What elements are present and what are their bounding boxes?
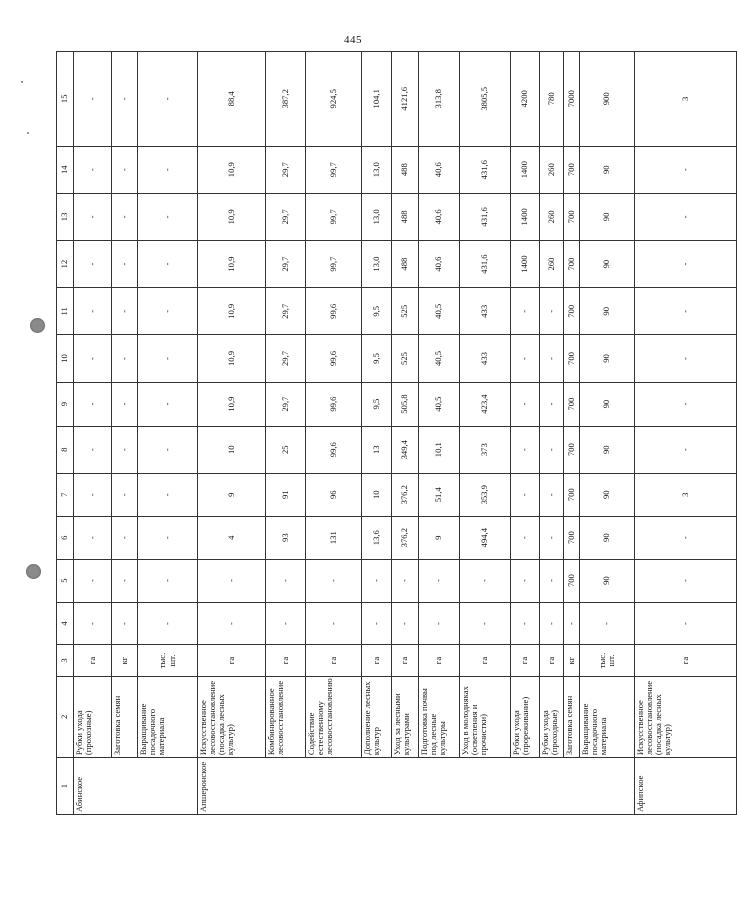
year-value: - bbox=[138, 288, 198, 335]
year-value: - bbox=[580, 602, 635, 645]
table-row bbox=[74, 52, 112, 815]
year-value: - bbox=[540, 516, 564, 559]
year-value: - bbox=[112, 382, 138, 426]
total-value: 88,4 bbox=[198, 52, 266, 147]
year-value: - bbox=[112, 335, 138, 382]
year-value: 13,0 bbox=[362, 146, 392, 193]
year-value: - bbox=[112, 602, 138, 645]
header-row bbox=[57, 52, 74, 815]
total-value: - bbox=[112, 52, 138, 147]
total-value: 104,1 bbox=[362, 52, 392, 147]
year-value: 3 bbox=[635, 473, 737, 516]
year-value: - bbox=[540, 288, 564, 335]
work-type: Искусственное лесовосстановление (посадка лесных культур) bbox=[198, 676, 266, 758]
work-type: Выращивание посадочного материала bbox=[138, 676, 198, 758]
unit-of-measure: га bbox=[511, 645, 540, 676]
year-value: 90 bbox=[580, 146, 635, 193]
total-value: 924,5 bbox=[306, 52, 362, 147]
year-value: - bbox=[112, 240, 138, 287]
year-value: - bbox=[511, 473, 540, 516]
table-row bbox=[306, 52, 362, 815]
year-value: 90 bbox=[580, 426, 635, 473]
column-number-header: 5 bbox=[57, 559, 74, 602]
year-value: - bbox=[635, 335, 737, 382]
column-number-header: 12 bbox=[57, 240, 74, 287]
year-value: - bbox=[511, 382, 540, 426]
year-value: - bbox=[112, 146, 138, 193]
year-value: 90 bbox=[580, 193, 635, 240]
year-value: 90 bbox=[580, 240, 635, 287]
year-value: 13 bbox=[362, 426, 392, 473]
column-number-header: 13 bbox=[57, 193, 74, 240]
work-type: Содействие естественному лесовосстановлению bbox=[306, 676, 362, 758]
year-value: 90 bbox=[580, 516, 635, 559]
year-value: 90 bbox=[580, 288, 635, 335]
year-value: 90 bbox=[580, 382, 635, 426]
year-value: - bbox=[112, 426, 138, 473]
unit-of-measure: га bbox=[362, 645, 392, 676]
region-name: Апшеронское bbox=[198, 758, 635, 815]
total-value: 4121,6 bbox=[392, 52, 419, 147]
year-value: 25 bbox=[266, 426, 306, 473]
year-value: 13,0 bbox=[362, 240, 392, 287]
year-value: 4 bbox=[198, 516, 266, 559]
year-value: 700 bbox=[564, 473, 580, 516]
total-value: - bbox=[74, 52, 112, 147]
year-value: - bbox=[74, 193, 112, 240]
year-value: 1400 bbox=[511, 146, 540, 193]
year-value: 131 bbox=[306, 516, 362, 559]
year-value: - bbox=[460, 602, 511, 645]
total-value: - bbox=[138, 52, 198, 147]
year-value: - bbox=[540, 559, 564, 602]
unit-of-measure: га bbox=[540, 645, 564, 676]
unit-of-measure: кг bbox=[564, 645, 580, 676]
year-value: 90 bbox=[580, 335, 635, 382]
year-value: 505,8 bbox=[392, 382, 419, 426]
table-row bbox=[460, 52, 511, 815]
forestry-plan-table bbox=[56, 51, 737, 815]
year-value: 488 bbox=[392, 146, 419, 193]
year-value: - bbox=[635, 602, 737, 645]
table-row bbox=[266, 52, 306, 815]
year-value: 40,5 bbox=[419, 382, 460, 426]
year-value: - bbox=[138, 193, 198, 240]
unit-of-measure: га bbox=[460, 645, 511, 676]
year-value: - bbox=[564, 602, 580, 645]
year-value: - bbox=[635, 516, 737, 559]
year-value: - bbox=[138, 240, 198, 287]
year-value: 431,6 bbox=[460, 146, 511, 193]
year-value: 700 bbox=[564, 240, 580, 287]
year-value: 373 bbox=[460, 426, 511, 473]
work-type: Рубки ухода (проходные) bbox=[540, 676, 564, 758]
work-type: Рубки ухода (прохозные) bbox=[74, 676, 112, 758]
unit-of-measure: тыс. шт. bbox=[138, 645, 198, 676]
unit-of-measure: кг bbox=[112, 645, 138, 676]
year-value: - bbox=[112, 516, 138, 559]
year-value: 9 bbox=[419, 516, 460, 559]
year-value: 40,5 bbox=[419, 288, 460, 335]
year-value: 700 bbox=[564, 559, 580, 602]
year-value: 260 bbox=[540, 240, 564, 287]
table-row bbox=[540, 52, 564, 815]
year-value: - bbox=[138, 426, 198, 473]
column-number-header: 1 bbox=[57, 758, 74, 815]
year-value: - bbox=[74, 240, 112, 287]
year-value: - bbox=[635, 559, 737, 602]
year-value: 9,5 bbox=[362, 335, 392, 382]
table-row bbox=[511, 52, 540, 815]
year-value: - bbox=[511, 602, 540, 645]
year-value: 10 bbox=[362, 473, 392, 516]
unit-of-measure: га bbox=[306, 645, 362, 676]
year-value: - bbox=[511, 335, 540, 382]
year-value: 494,4 bbox=[460, 516, 511, 559]
year-value: 90 bbox=[580, 473, 635, 516]
year-value: 29,7 bbox=[266, 146, 306, 193]
year-value: 1400 bbox=[511, 193, 540, 240]
year-value: - bbox=[540, 473, 564, 516]
year-value: - bbox=[198, 559, 266, 602]
unit-of-measure: га bbox=[635, 645, 737, 676]
year-value: 99,7 bbox=[306, 240, 362, 287]
year-value: 29,7 bbox=[266, 193, 306, 240]
year-value: - bbox=[138, 382, 198, 426]
year-value: 99,6 bbox=[306, 382, 362, 426]
column-number-header: 4 bbox=[57, 602, 74, 645]
year-value: 10 bbox=[198, 426, 266, 473]
year-value: - bbox=[635, 288, 737, 335]
year-value: 90 bbox=[580, 559, 635, 602]
work-type: Выращивание посадочного материала bbox=[580, 676, 635, 758]
work-type: Заготовка семян bbox=[564, 676, 580, 758]
work-type: Заготовка семян bbox=[112, 676, 138, 758]
column-number-header: 3 bbox=[57, 645, 74, 676]
year-value: - bbox=[74, 288, 112, 335]
year-value: - bbox=[635, 426, 737, 473]
rotated-table-container bbox=[56, 51, 690, 815]
work-type: Искусственное лесовосстановление (посадка лесных культур) bbox=[635, 676, 737, 758]
year-value: - bbox=[540, 382, 564, 426]
year-value: - bbox=[138, 146, 198, 193]
total-value: 4200 bbox=[511, 52, 540, 147]
year-value: - bbox=[74, 335, 112, 382]
year-value: 29,7 bbox=[266, 335, 306, 382]
column-number-header: 10 bbox=[57, 335, 74, 382]
year-value: 260 bbox=[540, 193, 564, 240]
total-value: 3805,5 bbox=[460, 52, 511, 147]
year-value: 431,6 bbox=[460, 193, 511, 240]
year-value: 29,7 bbox=[266, 240, 306, 287]
work-type: Подготовка почвы под лесные культуры bbox=[419, 676, 460, 758]
year-value: 700 bbox=[564, 335, 580, 382]
year-value: 700 bbox=[564, 288, 580, 335]
work-type: Уход за лесными культурами bbox=[392, 676, 419, 758]
year-value: 99,6 bbox=[306, 426, 362, 473]
year-value: 99,7 bbox=[306, 146, 362, 193]
year-value: 10,1 bbox=[419, 426, 460, 473]
year-value: 433 bbox=[460, 335, 511, 382]
column-number-header: 7 bbox=[57, 473, 74, 516]
year-value: - bbox=[635, 146, 737, 193]
total-value: 900 bbox=[580, 52, 635, 147]
year-value: - bbox=[392, 602, 419, 645]
year-value: - bbox=[511, 288, 540, 335]
year-value: 99,6 bbox=[306, 335, 362, 382]
year-value: - bbox=[112, 288, 138, 335]
unit-of-measure: га bbox=[419, 645, 460, 676]
year-value: 40,6 bbox=[419, 146, 460, 193]
year-value: 433 bbox=[460, 288, 511, 335]
year-value: - bbox=[460, 559, 511, 602]
table-row bbox=[419, 52, 460, 815]
year-value: 488 bbox=[392, 193, 419, 240]
work-type: Комбинированное лесовосстановление bbox=[266, 676, 306, 758]
year-value: - bbox=[74, 559, 112, 602]
work-type: Уход в молодняках (осветления и прочистки) bbox=[460, 676, 511, 758]
year-value: 10,9 bbox=[198, 288, 266, 335]
year-value: 525 bbox=[392, 335, 419, 382]
year-value: 349,4 bbox=[392, 426, 419, 473]
year-value: 10,9 bbox=[198, 335, 266, 382]
scan-speck bbox=[27, 132, 29, 134]
year-value: - bbox=[112, 193, 138, 240]
unit-of-measure: га bbox=[198, 645, 266, 676]
total-value: 387,2 bbox=[266, 52, 306, 147]
year-value: 51,4 bbox=[419, 473, 460, 516]
table-row bbox=[580, 52, 635, 815]
region-name: Абинское bbox=[74, 758, 198, 815]
unit-of-measure: га bbox=[392, 645, 419, 676]
year-value: - bbox=[74, 516, 112, 559]
unit-of-measure: га bbox=[266, 645, 306, 676]
year-value: 96 bbox=[306, 473, 362, 516]
table-row bbox=[635, 52, 737, 815]
table-row bbox=[112, 52, 138, 815]
year-value: - bbox=[266, 602, 306, 645]
year-value: - bbox=[198, 602, 266, 645]
total-value: 780 bbox=[540, 52, 564, 147]
column-number-header: 15 bbox=[57, 52, 74, 147]
unit-of-measure: тыс. шт. bbox=[580, 645, 635, 676]
year-value: - bbox=[511, 516, 540, 559]
year-value: - bbox=[74, 426, 112, 473]
year-value: - bbox=[74, 146, 112, 193]
year-value: - bbox=[74, 473, 112, 516]
year-value: 40,6 bbox=[419, 193, 460, 240]
year-value: - bbox=[540, 335, 564, 382]
year-value: - bbox=[306, 559, 362, 602]
year-value: 1400 bbox=[511, 240, 540, 287]
year-value: - bbox=[138, 516, 198, 559]
work-type: Дополнение лесных культур bbox=[362, 676, 392, 758]
year-value: 99,7 bbox=[306, 193, 362, 240]
punch-hole-bottom bbox=[26, 564, 41, 579]
punch-hole-top bbox=[30, 318, 45, 333]
year-value: 700 bbox=[564, 382, 580, 426]
year-value: - bbox=[362, 559, 392, 602]
year-value: 10,9 bbox=[198, 146, 266, 193]
year-value: - bbox=[511, 559, 540, 602]
total-value: 7000 bbox=[564, 52, 580, 147]
year-value: - bbox=[540, 602, 564, 645]
year-value: 700 bbox=[564, 516, 580, 559]
column-number-header: 11 bbox=[57, 288, 74, 335]
year-value: 376,2 bbox=[392, 516, 419, 559]
year-value: 700 bbox=[564, 146, 580, 193]
year-value: 700 bbox=[564, 193, 580, 240]
column-number-header: 6 bbox=[57, 516, 74, 559]
year-value: - bbox=[635, 193, 737, 240]
year-value: - bbox=[112, 473, 138, 516]
year-value: - bbox=[419, 559, 460, 602]
year-value: 40,5 bbox=[419, 335, 460, 382]
year-value: 488 bbox=[392, 240, 419, 287]
column-number-header: 2 bbox=[57, 676, 74, 758]
year-value: 40,6 bbox=[419, 240, 460, 287]
work-type: Рубки ухода (прореживание) bbox=[511, 676, 540, 758]
year-value: 99,6 bbox=[306, 288, 362, 335]
column-number-header: 14 bbox=[57, 146, 74, 193]
unit-of-measure: га bbox=[74, 645, 112, 676]
year-value: 423,4 bbox=[460, 382, 511, 426]
table-row bbox=[392, 52, 419, 815]
year-value: - bbox=[635, 382, 737, 426]
year-value: 260 bbox=[540, 146, 564, 193]
region-name: Афипское bbox=[635, 758, 737, 815]
year-value: - bbox=[635, 240, 737, 287]
year-value: 9 bbox=[198, 473, 266, 516]
year-value: 525 bbox=[392, 288, 419, 335]
column-number-header: 8 bbox=[57, 426, 74, 473]
total-value: 3 bbox=[635, 52, 737, 147]
year-value: 91 bbox=[266, 473, 306, 516]
column-number-header: 9 bbox=[57, 382, 74, 426]
year-value: 353,9 bbox=[460, 473, 511, 516]
year-value: 700 bbox=[564, 426, 580, 473]
year-value: 10,9 bbox=[198, 240, 266, 287]
year-value: 431,6 bbox=[460, 240, 511, 287]
year-value: - bbox=[540, 426, 564, 473]
year-value: - bbox=[112, 559, 138, 602]
year-value: - bbox=[138, 473, 198, 516]
year-value: - bbox=[138, 559, 198, 602]
year-value: - bbox=[511, 426, 540, 473]
year-value: 10,9 bbox=[198, 382, 266, 426]
year-value: 29,7 bbox=[266, 382, 306, 426]
scan-speck bbox=[21, 81, 23, 83]
table-row bbox=[138, 52, 198, 815]
page-number: 445 bbox=[344, 34, 362, 46]
year-value: 29,7 bbox=[266, 288, 306, 335]
year-value: - bbox=[392, 559, 419, 602]
table-row bbox=[362, 52, 392, 815]
year-value: 9,5 bbox=[362, 288, 392, 335]
year-value: 13,6 bbox=[362, 516, 392, 559]
year-value: - bbox=[138, 335, 198, 382]
year-value: - bbox=[362, 602, 392, 645]
year-value: - bbox=[266, 559, 306, 602]
year-value: - bbox=[74, 382, 112, 426]
table-row bbox=[564, 52, 580, 815]
year-value: 376,2 bbox=[392, 473, 419, 516]
table-row bbox=[198, 52, 266, 815]
year-value: 13,0 bbox=[362, 193, 392, 240]
year-value: - bbox=[306, 602, 362, 645]
total-value: 313,8 bbox=[419, 52, 460, 147]
year-value: 93 bbox=[266, 516, 306, 559]
year-value: - bbox=[419, 602, 460, 645]
year-value: 10,9 bbox=[198, 193, 266, 240]
year-value: 9,5 bbox=[362, 382, 392, 426]
year-value: - bbox=[138, 602, 198, 645]
year-value: - bbox=[74, 602, 112, 645]
